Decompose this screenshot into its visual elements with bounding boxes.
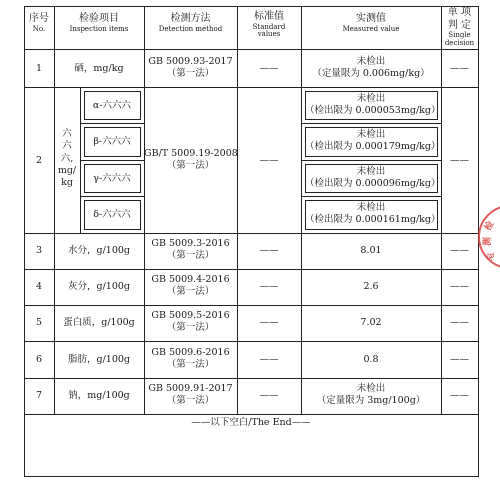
row5-method-note: （第一法）	[166, 321, 215, 333]
row4-method	[144, 274, 237, 298]
row6-method-note: （第一法）	[166, 358, 215, 370]
row4-no: 4	[35, 281, 43, 292]
row7-value-limit: （定量限为 3mg/100g）	[316, 394, 426, 406]
row3-item: 水分，g/100g	[68, 245, 130, 256]
header-no	[24, 13, 54, 33]
group-label-l4: mg/	[57, 165, 77, 177]
header-item-en: Inspection items	[69, 24, 129, 33]
row5-method	[144, 310, 237, 334]
sub-item-alpha: α-六六六	[92, 100, 132, 111]
sub-item-gamma: γ-六六六	[93, 173, 131, 184]
header-method	[144, 13, 237, 33]
row4-method-note: （第一法）	[166, 285, 215, 297]
header-standard-en2: values	[257, 30, 281, 39]
row6-standard: ——	[259, 354, 279, 365]
sub-value-beta-main: 未检出	[356, 129, 386, 140]
row6-method	[144, 347, 237, 371]
row7-value-main: 未检出	[356, 383, 386, 394]
sub-value-delta-main: 未检出	[356, 202, 386, 213]
header-method-zh: 检测方法	[170, 13, 211, 24]
row7-no: 7	[35, 390, 43, 401]
row4-value: 2.6	[363, 281, 379, 292]
sub-value-alpha	[305, 93, 441, 117]
sub-value-delta-limit: （检出限为 0.000161mg/kg）	[305, 213, 441, 225]
row6-method-code: GB 5009.6-2016	[151, 347, 230, 358]
sub-value-gamma	[305, 166, 441, 190]
row6-no: 6	[35, 354, 43, 365]
row3-value: 8.01	[360, 245, 382, 256]
row4-item: 灰分，g/100g	[68, 281, 130, 292]
row6-value: 0.8	[363, 354, 379, 365]
row6-item: 脂肪，g/100g	[68, 354, 130, 365]
row1-decision: ——	[450, 63, 469, 74]
row3-method-note: （第一法）	[166, 249, 215, 261]
row7-method-code: GB 5009.91-2017	[148, 383, 233, 394]
row1-no: 1	[35, 63, 43, 74]
header-single-zh2: 判 定	[447, 19, 472, 31]
row2-method-code: GB/T 5009.19-2008	[144, 148, 238, 159]
row1-value	[301, 56, 441, 80]
row2-method	[144, 148, 237, 172]
row2-method-note: （第一法）	[166, 159, 215, 171]
header-no-en: No.	[32, 24, 46, 33]
row2-decision: ——	[450, 155, 469, 166]
row7-standard: ——	[259, 390, 279, 401]
sub-item-beta: β-六六六	[93, 136, 131, 147]
row1-item: 硒，mg/kg	[74, 63, 124, 74]
header-single-en2: decision	[444, 38, 475, 47]
header-measured	[301, 13, 441, 33]
sub-value-delta	[305, 202, 441, 226]
group-label-l5: kg	[61, 177, 73, 189]
header-single-zh1: 单 项	[447, 7, 472, 18]
row1-value-limit: （定量限为 0.006mg/kg）	[312, 67, 430, 79]
header-measured-en: Measured value	[342, 24, 400, 33]
row7-item: 钠，mg/100g	[68, 390, 130, 401]
row3-method	[144, 238, 237, 262]
row7-value	[301, 383, 441, 407]
header-method-en: Detection method	[158, 24, 223, 33]
row7-method-note: （第一法）	[166, 394, 215, 406]
row1-standard: ——	[259, 63, 279, 74]
row5-method-code: GB 5009.5-2016	[151, 310, 230, 321]
group-label-l2: 六	[62, 140, 72, 152]
row7-decision: ——	[450, 390, 469, 401]
sub-value-beta-limit: （检出限为 0.000179mg/kg）	[305, 140, 441, 152]
group-label	[54, 128, 80, 190]
row1-method-code: GB 5009.93-2017	[148, 56, 233, 67]
header-standard-zh: 标准值	[254, 11, 284, 22]
row1-method	[144, 56, 237, 80]
row4-decision: ——	[450, 281, 469, 292]
row4-standard: ——	[259, 281, 279, 292]
row5-item: 蛋白质，g/100g	[63, 317, 135, 328]
row6-decision: ——	[450, 354, 469, 365]
sub-value-beta	[305, 129, 441, 153]
row3-decision: ——	[450, 245, 469, 256]
row2-standard: ——	[259, 155, 279, 166]
row5-value: 7.02	[360, 317, 382, 328]
header-single-en1: Single	[448, 31, 471, 39]
end-marker: ——以下空白/The End——	[191, 417, 311, 428]
row3-method-code: GB 5009.3-2016	[151, 238, 230, 249]
sub-value-gamma-limit: （检出限为 0.000096mg/kg）	[305, 177, 441, 189]
sub-value-alpha-limit: （检出限为 0.000053mg/kg）	[305, 104, 441, 116]
row4-method-code: GB 5009.4-2016	[151, 274, 230, 285]
row1-method-note: （第一法）	[166, 67, 215, 79]
header-item-zh: 检验项目	[79, 13, 119, 24]
row5-standard: ——	[259, 317, 279, 328]
sub-item-delta: δ-六六六	[93, 209, 131, 220]
group-label-l1: 六	[62, 128, 72, 139]
sub-value-gamma-main: 未检出	[356, 166, 386, 177]
sub-value-alpha-main: 未检出	[356, 93, 386, 104]
header-standard	[237, 11, 301, 39]
row2-no: 2	[35, 155, 43, 166]
inspection-seal-stamp: 检 测 专	[478, 205, 500, 269]
header-single	[441, 7, 478, 47]
row5-decision: ——	[450, 317, 469, 328]
header-item	[54, 13, 144, 33]
row1-value-main: 未检出	[356, 56, 386, 67]
header-standard-en1: Standard	[252, 22, 286, 31]
row3-no: 3	[35, 245, 43, 256]
header-measured-zh: 实测值	[356, 13, 386, 24]
header-no-zh: 序号	[29, 13, 49, 24]
row3-standard: ——	[259, 245, 279, 256]
group-label-l3: 六,	[60, 152, 74, 164]
row7-method	[144, 383, 237, 407]
row5-no: 5	[35, 317, 43, 328]
